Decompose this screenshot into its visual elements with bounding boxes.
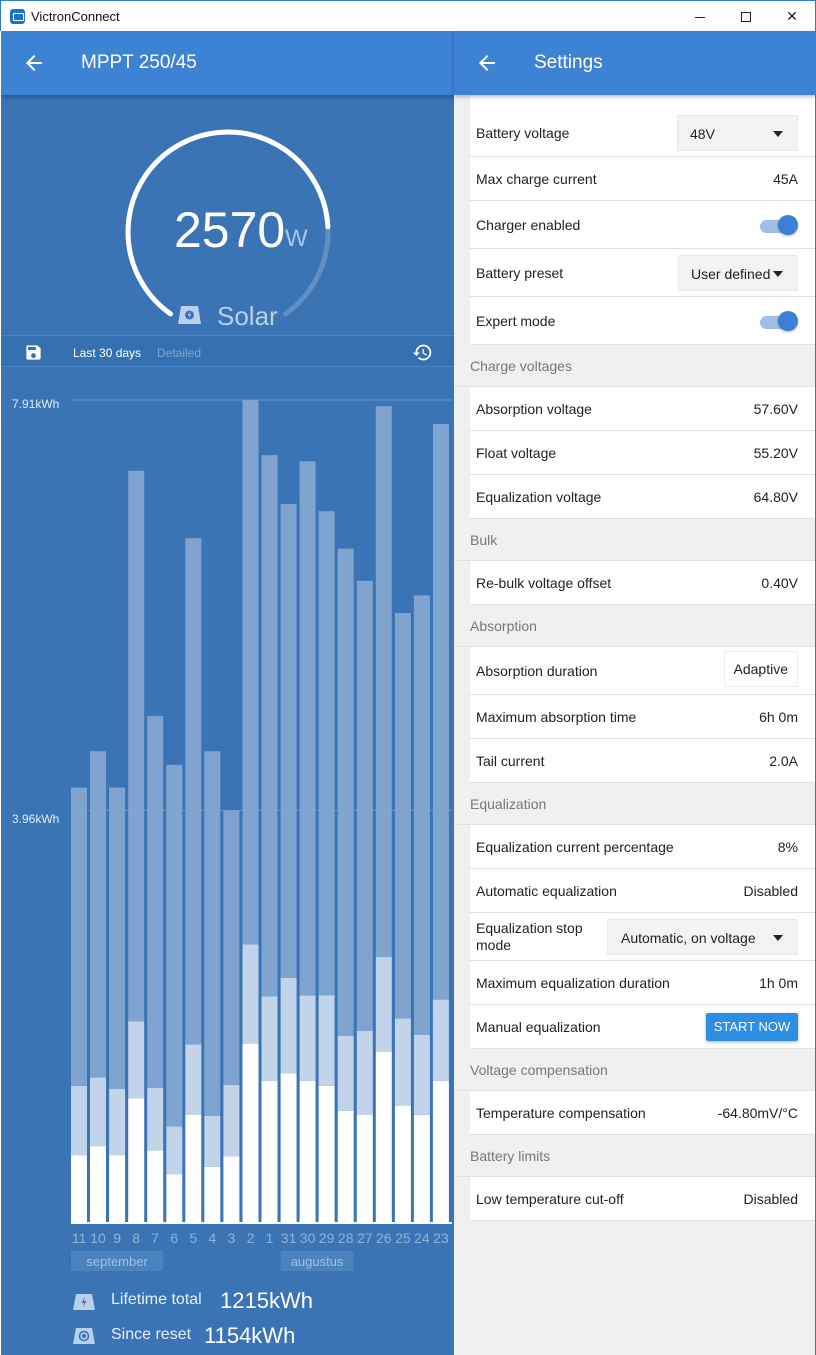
back-arrow-icon[interactable] [475, 51, 499, 75]
settings-panel [454, 31, 816, 1355]
section-header-voltage-compensation [454, 1049, 815, 1091]
setting-value: Disabled [743, 883, 798, 899]
bar-segment-bottom [300, 1081, 316, 1222]
x-tick-label: 4 [208, 1230, 217, 1246]
month-label: september [86, 1254, 148, 1269]
setting-row-absorption-duration [470, 647, 815, 695]
toggle-knob [778, 215, 798, 235]
since-reset-icon [72, 1327, 96, 1345]
bar-segment-top [338, 549, 354, 1036]
bar-segment-top [71, 788, 87, 1086]
x-tick-label: 31 [280, 1230, 297, 1246]
caret-down-icon [773, 131, 783, 137]
bar-segment-bottom [262, 1081, 278, 1222]
bar-segment-bottom [109, 1156, 125, 1223]
bar-segment-top [319, 511, 335, 995]
bar-segment-middle [319, 996, 335, 1086]
setting-value: 0.40V [761, 575, 798, 591]
maximize-icon [741, 12, 751, 22]
y-tick-label: 7.91kWh [12, 397, 60, 411]
section-label: Equalization [470, 796, 547, 812]
history-icon[interactable] [412, 342, 433, 363]
save-icon[interactable] [24, 343, 43, 362]
device-title: MPPT 250/45 [81, 52, 197, 73]
setting-label: Maximum absorption time [476, 709, 637, 725]
bar-segment-top [166, 765, 182, 1127]
settings-list [454, 109, 815, 1221]
setting-label: Absorption duration [476, 663, 598, 679]
x-tick-label: 6 [170, 1230, 179, 1246]
x-tick-label: 24 [414, 1230, 430, 1246]
setting-row-maximum-equalization-duration [470, 961, 815, 1005]
setting-row-battery-preset [470, 249, 815, 297]
setting-dropdown[interactable] [678, 255, 798, 291]
bar-segment-bottom [433, 1081, 449, 1222]
setting-label: Absorption voltage [476, 401, 592, 417]
x-tick-label: 23 [433, 1230, 449, 1246]
caret-down-icon [773, 271, 783, 277]
month-label: augustus [290, 1254, 344, 1269]
bar-segment-middle [147, 1088, 163, 1150]
setting-label: Maximum equalization duration [476, 975, 670, 991]
section-label: Charge voltages [470, 358, 572, 374]
x-tick-label: 1 [265, 1230, 274, 1246]
bar-segment-bottom [243, 1043, 259, 1222]
x-tick-label: 11 [71, 1230, 87, 1246]
section-header-equalization [454, 783, 815, 825]
start-now-button[interactable]: START NOW [706, 1013, 798, 1041]
bar-segment-top [147, 716, 163, 1088]
setting-label: Equalization stop mode [476, 920, 583, 953]
x-tick-label: 5 [189, 1230, 198, 1246]
bar-segment-middle [109, 1089, 125, 1156]
setting-value: 55.20V [753, 445, 798, 461]
bar-segment-bottom [376, 1052, 392, 1222]
setting-row-automatic-equalization [470, 869, 815, 913]
yield-chart [1, 367, 454, 1307]
section-header-battery-limits [454, 1135, 815, 1177]
setting-dropdown[interactable] [607, 919, 798, 955]
device-header [1, 31, 454, 95]
close-icon: ✕ [786, 8, 798, 24]
bar-segment-middle [281, 978, 297, 1074]
settings-header [454, 31, 816, 95]
device-panel [1, 31, 454, 1355]
section-label: Absorption [470, 618, 537, 634]
setting-label: Re-bulk voltage offset [476, 575, 612, 591]
setting-label: Expert mode [476, 313, 556, 329]
range-tab[interactable]: Last 30 days [73, 346, 142, 360]
x-tick-label: 28 [337, 1230, 354, 1246]
detailed-tab[interactable]: Detailed [157, 346, 202, 360]
bar-segment-middle [357, 1031, 373, 1115]
x-tick-label: 30 [299, 1230, 316, 1246]
bar-segment-bottom [414, 1115, 430, 1222]
setting-label: Tail current [476, 753, 545, 769]
since-reset-value: 1154kWh [204, 1323, 296, 1348]
close-button[interactable] [769, 1, 815, 32]
window-titlebar [0, 0, 816, 31]
bar-segment-middle [414, 1035, 430, 1115]
bar-segment-top [109, 788, 125, 1089]
bar-segment-top [185, 538, 201, 1044]
setting-row-manual-equalization [470, 1005, 815, 1049]
bar-segment-middle [71, 1086, 87, 1156]
bar-segment-top [223, 811, 239, 1085]
x-tick-label: 7 [151, 1230, 160, 1246]
setting-label: Float voltage [476, 445, 557, 461]
bar-segment-bottom [223, 1157, 239, 1223]
toggle-switch[interactable] [758, 311, 798, 331]
bar-segment-middle [433, 1000, 449, 1081]
app-icon [10, 9, 25, 24]
dropdown-value: Automatic, on voltage [621, 930, 756, 946]
bar-segment-middle [90, 1078, 106, 1147]
setting-label: Battery preset [476, 265, 564, 281]
back-arrow-icon[interactable] [22, 51, 46, 75]
bar-segment-top [414, 595, 430, 1035]
setting-row-re-bulk-voltage-offset [470, 561, 815, 605]
setting-row-float-voltage [470, 431, 815, 475]
x-tick-label: 29 [318, 1230, 335, 1246]
bar-segment-middle [338, 1036, 354, 1111]
bar-segment-bottom [338, 1111, 354, 1222]
setting-row-equalization-stop-mode [470, 913, 815, 961]
section-header-absorption [454, 605, 815, 647]
x-tick-label: 10 [90, 1230, 106, 1246]
setting-row-maximum-absorption-time [470, 695, 815, 739]
bar-segment-middle [262, 997, 278, 1081]
window-title: VictronConnect [31, 9, 120, 24]
setting-value: 57.60V [753, 401, 798, 417]
bar-segment-middle [128, 1021, 144, 1098]
setting-row-charger-enabled [470, 201, 815, 249]
x-tick-label: 2 [246, 1230, 255, 1246]
setting-label: Battery voltage [476, 125, 570, 141]
absorption-duration-button[interactable]: Adaptive [724, 651, 798, 687]
bar-segment-bottom [185, 1115, 201, 1222]
bar-segment-middle [223, 1085, 239, 1157]
setting-value: 45A [773, 171, 798, 187]
section-label: Bulk [470, 532, 498, 548]
maximize-button[interactable] [723, 1, 769, 32]
bar-segment-top [300, 461, 316, 995]
bar-segment-top [281, 504, 297, 978]
bar-segment-bottom [281, 1073, 297, 1222]
bar-segment-top [90, 751, 106, 1077]
minimize-button[interactable] [677, 1, 723, 32]
setting-label: Manual equalization [476, 1019, 601, 1035]
setting-value: 64.80V [753, 489, 798, 505]
bar-segment-top [262, 455, 278, 996]
bar-segment-bottom [357, 1115, 373, 1222]
power-source-label: Solar [217, 301, 278, 331]
section-header-bulk [454, 519, 815, 561]
bar-segment-bottom [395, 1106, 411, 1222]
setting-row-expert-mode [470, 297, 815, 345]
lifetime-icon [72, 1293, 96, 1311]
list-top-pad [470, 95, 815, 109]
bar-segment-bottom [90, 1146, 106, 1222]
bar-segment-middle [185, 1044, 201, 1115]
setting-row-battery-voltage [470, 109, 815, 157]
x-tick-label: 3 [227, 1230, 236, 1246]
setting-value: 2.0A [769, 753, 798, 769]
setting-label: Equalization current percentage [476, 839, 674, 855]
setting-row-max-charge-current [470, 157, 815, 201]
history-toolbar [1, 335, 454, 367]
bar-segment-middle [300, 996, 316, 1081]
minimize-icon [695, 17, 705, 18]
x-tick-label: 8 [132, 1230, 141, 1246]
setting-label: Max charge current [476, 171, 597, 187]
settings-title: Settings [534, 52, 603, 73]
setting-value: 6h 0m [759, 709, 798, 725]
bar-segment-top [243, 400, 259, 945]
caret-down-icon [773, 935, 783, 941]
setting-row-equalization-current-percentage [470, 825, 815, 869]
section-label: Battery limits [470, 1148, 551, 1164]
bar-segment-bottom [204, 1167, 220, 1222]
dropdown-value: 48V [690, 126, 715, 142]
bar-segment-bottom [71, 1156, 87, 1223]
bar-segment-top [128, 471, 144, 1022]
setting-label: Equalization voltage [476, 489, 602, 505]
section-header-charge-voltages [454, 345, 815, 387]
bar-segment-top [395, 613, 411, 1018]
setting-row-tail-current [470, 739, 815, 783]
lifetime-label: Lifetime total [111, 1291, 202, 1308]
setting-row-absorption-voltage [470, 387, 815, 431]
bar-segment-middle [204, 1116, 220, 1167]
bar-segment-bottom [128, 1098, 144, 1222]
bar-segment-top [204, 751, 220, 1116]
bar-segment-middle [166, 1126, 182, 1174]
bar-segment-middle [243, 945, 259, 1044]
power-value: 2570 [174, 202, 286, 258]
bar-segment-middle [376, 957, 392, 1052]
setting-dropdown[interactable] [677, 115, 798, 151]
power-unit: W [285, 225, 308, 252]
setting-label: Charger enabled [476, 217, 581, 233]
setting-label: Temperature compensation [476, 1105, 646, 1121]
setting-row-equalization-voltage [470, 475, 815, 519]
bar-segment-bottom [166, 1174, 182, 1222]
toggle-knob [778, 311, 798, 331]
y-tick-label: 3.96kWh [12, 812, 60, 826]
bar-segment-top [376, 406, 392, 957]
solar-panel-icon [177, 305, 202, 325]
section-label: Voltage compensation [470, 1062, 608, 1078]
setting-value: 8% [777, 839, 798, 855]
bar-segment-middle [395, 1018, 411, 1105]
bar-segment-bottom [319, 1086, 335, 1222]
setting-row-temperature-compensation [470, 1091, 815, 1135]
bar-segment-top [357, 581, 373, 1031]
toggle-switch[interactable] [758, 215, 798, 235]
lifetime-value: 1215kWh [220, 1288, 313, 1313]
dropdown-value: User defined [691, 266, 771, 282]
setting-value: 1h 0m [759, 975, 798, 991]
bar-segment-bottom [147, 1150, 163, 1222]
x-tick-label: 27 [357, 1230, 373, 1246]
setting-row-low-temperature-cut-off [470, 1177, 815, 1221]
setting-label: Automatic equalization [476, 883, 617, 899]
since-reset-label: Since reset [111, 1326, 192, 1343]
setting-label: Low temperature cut-off [476, 1191, 624, 1207]
x-tick-label: 26 [376, 1230, 392, 1246]
x-tick-label: 9 [113, 1230, 121, 1246]
bar-segment-top [433, 424, 449, 1000]
x-tick-label: 25 [395, 1230, 411, 1246]
setting-value: Disabled [743, 1191, 798, 1207]
setting-value: -64.80mV/°C [717, 1105, 798, 1121]
